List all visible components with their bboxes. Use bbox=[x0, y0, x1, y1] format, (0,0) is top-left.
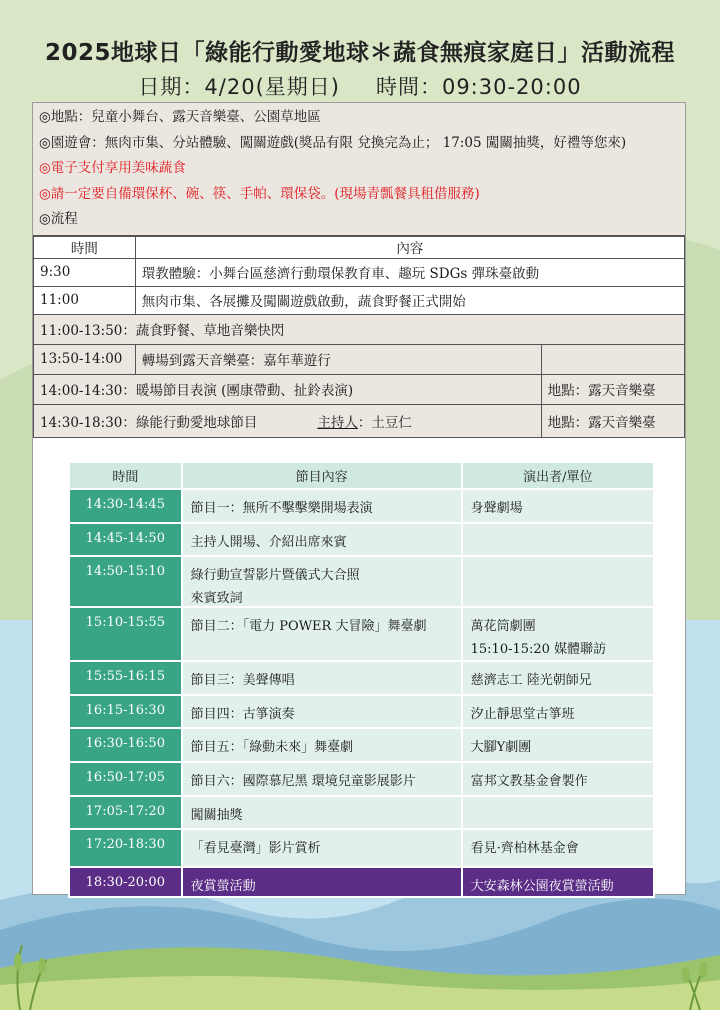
stage-performer-line: 汐止靜思堂古箏班 bbox=[470, 707, 575, 722]
event-date: 日期：4/20(星期日) bbox=[138, 75, 340, 99]
stage-performer-line: 看見·齊柏林基金會 bbox=[470, 841, 579, 856]
stage-content-line: 節目一：無所不擊擊樂開場表演 bbox=[190, 501, 373, 516]
stage-row-time: 14:30-14:45 bbox=[69, 489, 182, 523]
info-bring-tableware: ◎請一定要自備環保杯、碗、筷、手帕、環保袋。(現場青瓢餐具租借服務) bbox=[39, 185, 480, 202]
parade-content: 轉場到露天音樂臺：嘉年華遊行 bbox=[135, 344, 541, 374]
stage-performer-line: 大安森林公園夜賞螢活動 bbox=[470, 879, 614, 894]
stage-schedule bbox=[68, 461, 655, 898]
warmup-place: 地點：露天音樂臺 bbox=[541, 374, 684, 404]
stage-content-line: 節目五：「綠動未來」舞臺劇 bbox=[190, 740, 354, 755]
info-location: ◎地點：兒童小舞台、露天音樂臺、公園草地區 bbox=[39, 109, 321, 125]
stage-col-content: 節目內容 bbox=[182, 462, 462, 489]
stage-content-line: 綠行動宣誓影片暨儀式大合照 bbox=[190, 568, 360, 583]
festival-text: 14:30-18:30：綠能行動愛地球節目 bbox=[40, 414, 258, 431]
host-label: 主持人 bbox=[317, 414, 358, 431]
info-payment: ◎電子支付享用美味蔬食 bbox=[39, 160, 186, 176]
stage-row-time: 14:50-15:10 bbox=[69, 556, 182, 607]
stage-content-line-2: 來賓致詞 bbox=[190, 591, 243, 606]
warmup-text: 14:00-14:30：暖場節目表演 (團康帶動、扯鈴表演) bbox=[34, 374, 542, 404]
stage-row-content bbox=[182, 523, 462, 556]
program-row bbox=[34, 258, 685, 286]
stage-row-performer bbox=[462, 607, 654, 661]
stage-row bbox=[69, 523, 654, 556]
stage-row-time: 15:55-16:15 bbox=[69, 661, 182, 695]
stage-content-line: 節目二：「電力 POWER 大冒險」舞臺劇 bbox=[190, 619, 427, 634]
program-row-time: 11:00 bbox=[34, 286, 136, 314]
stage-row-performer bbox=[462, 867, 654, 897]
stage-row bbox=[69, 556, 654, 607]
stage-row-content bbox=[182, 762, 462, 796]
stage-performer-line: 大腳Y劇團 bbox=[470, 740, 532, 755]
stage-body bbox=[69, 489, 654, 897]
schedule-sheet bbox=[32, 102, 686, 895]
stage-row bbox=[69, 607, 654, 661]
stage-content-line: 節目三：美聲傳唱 bbox=[190, 673, 295, 688]
festival-row bbox=[34, 404, 685, 437]
picnic-text: 11:00-13:50：蔬食野餐、草地音樂快閃 bbox=[34, 314, 685, 344]
stage-content-line: 「看見臺灣」影片賞析 bbox=[190, 841, 321, 856]
stage-row bbox=[69, 489, 654, 523]
stage-row-performer bbox=[462, 728, 654, 762]
stage-row-performer bbox=[462, 489, 654, 523]
stage-row-content bbox=[182, 829, 462, 867]
stage-row-time: 17:20-18:30 bbox=[69, 829, 182, 867]
event-time: 時間：09:30-20:00 bbox=[375, 75, 582, 99]
program-row-content: 無肉市集、各展攤及闖關遊戲啟動，蔬食野餐正式開始 bbox=[135, 286, 684, 314]
stage-content-line: 主持人開場、介紹出席來賓 bbox=[190, 535, 347, 550]
stage-row-performer bbox=[462, 762, 654, 796]
stage-row-content bbox=[182, 695, 462, 728]
stage-row-content bbox=[182, 728, 462, 762]
program-col-time: 時間 bbox=[34, 236, 136, 258]
stage-row-content bbox=[182, 796, 462, 829]
stage-row-time: 16:30-16:50 bbox=[69, 728, 182, 762]
stage-row-performer bbox=[462, 829, 654, 867]
program-row bbox=[34, 286, 685, 314]
host-name: ：土豆仁 bbox=[357, 414, 412, 431]
stage-row-content bbox=[182, 489, 462, 523]
parade-time: 13:50-14:00 bbox=[34, 344, 136, 374]
program-col-content: 內容 bbox=[135, 236, 684, 258]
stage-row-performer bbox=[462, 523, 654, 556]
page-header bbox=[0, 0, 720, 100]
stage-row-time: 16:50-17:05 bbox=[69, 762, 182, 796]
stage-row-content bbox=[182, 556, 462, 607]
page-title: 2025地球日「綠能行動愛地球＊蔬食無痕家庭日」活動流程 bbox=[44, 40, 675, 66]
stage-row-time: 14:45-14:50 bbox=[69, 523, 182, 556]
stage-row bbox=[69, 728, 654, 762]
date-time-line bbox=[0, 71, 720, 101]
stage-row-time: 17:05-17:20 bbox=[69, 796, 182, 829]
stage-content-line: 夜賞螢活動 bbox=[190, 879, 256, 894]
stage-row-content bbox=[182, 867, 462, 897]
program-row-time: 9:30 bbox=[34, 258, 136, 286]
stage-performer-line: 富邦文教基金會製作 bbox=[470, 774, 588, 789]
stage-performer-line: 萬花筒劇團 bbox=[470, 619, 536, 634]
stage-content-line: 闖關抽獎 bbox=[190, 808, 243, 823]
stage-row-content bbox=[182, 607, 462, 661]
festival-place: 地點：露天音樂臺 bbox=[541, 404, 684, 437]
parade-place-empty bbox=[541, 344, 684, 374]
stage-row bbox=[69, 867, 654, 897]
stage-content-line: 節目四：古箏演奏 bbox=[190, 707, 295, 722]
program-row-content: 環教體驗：小舞台區慈濟行動環保教育車、趣玩 SDGs 彈珠臺啟動 bbox=[135, 258, 684, 286]
stage-col-performer: 演出者/單位 bbox=[462, 462, 654, 489]
stage-row-content bbox=[182, 661, 462, 695]
stage-content-line: 節目六：國際慕尼黑 環境兒童影展影片 bbox=[190, 774, 416, 789]
info-fair: ◎園遊會：無肉市集、分站體驗、闖關遊戲(獎品有限 兌換完為止； 17:05 闖關抽獎，好禮等您來) bbox=[39, 134, 627, 151]
stage-header-row bbox=[69, 462, 654, 489]
stage-performer-line: 慈濟志工 陸光朝師兄 bbox=[470, 673, 592, 688]
stage-col-time: 時間 bbox=[69, 462, 182, 489]
stage-row-performer bbox=[462, 556, 654, 607]
program-table bbox=[33, 236, 685, 438]
stage-performer-line: 身聲劇場 bbox=[470, 501, 523, 516]
stage-row-performer bbox=[462, 796, 654, 829]
stage-row-time: 15:10-15:55 bbox=[69, 607, 182, 661]
stage-row-time: 18:30-20:00 bbox=[69, 867, 182, 897]
info-block bbox=[33, 103, 685, 236]
festival-cell bbox=[34, 404, 542, 437]
stage-table bbox=[68, 461, 655, 898]
stage-row bbox=[69, 796, 654, 829]
stage-row-performer bbox=[462, 695, 654, 728]
stage-row-time: 16:15-16:30 bbox=[69, 695, 182, 728]
warmup-row bbox=[34, 374, 685, 404]
picnic-row bbox=[34, 314, 685, 344]
stage-row-performer bbox=[462, 661, 654, 695]
program-header-row bbox=[34, 236, 685, 258]
stage-row bbox=[69, 762, 654, 796]
stage-performer-line-2: 15:10-15:20 媒體聯訪 bbox=[470, 642, 607, 657]
stage-row bbox=[69, 695, 654, 728]
parade-row bbox=[34, 344, 685, 374]
stage-row bbox=[69, 661, 654, 695]
stage-row bbox=[69, 829, 654, 867]
info-flow: ◎流程 bbox=[39, 211, 78, 227]
